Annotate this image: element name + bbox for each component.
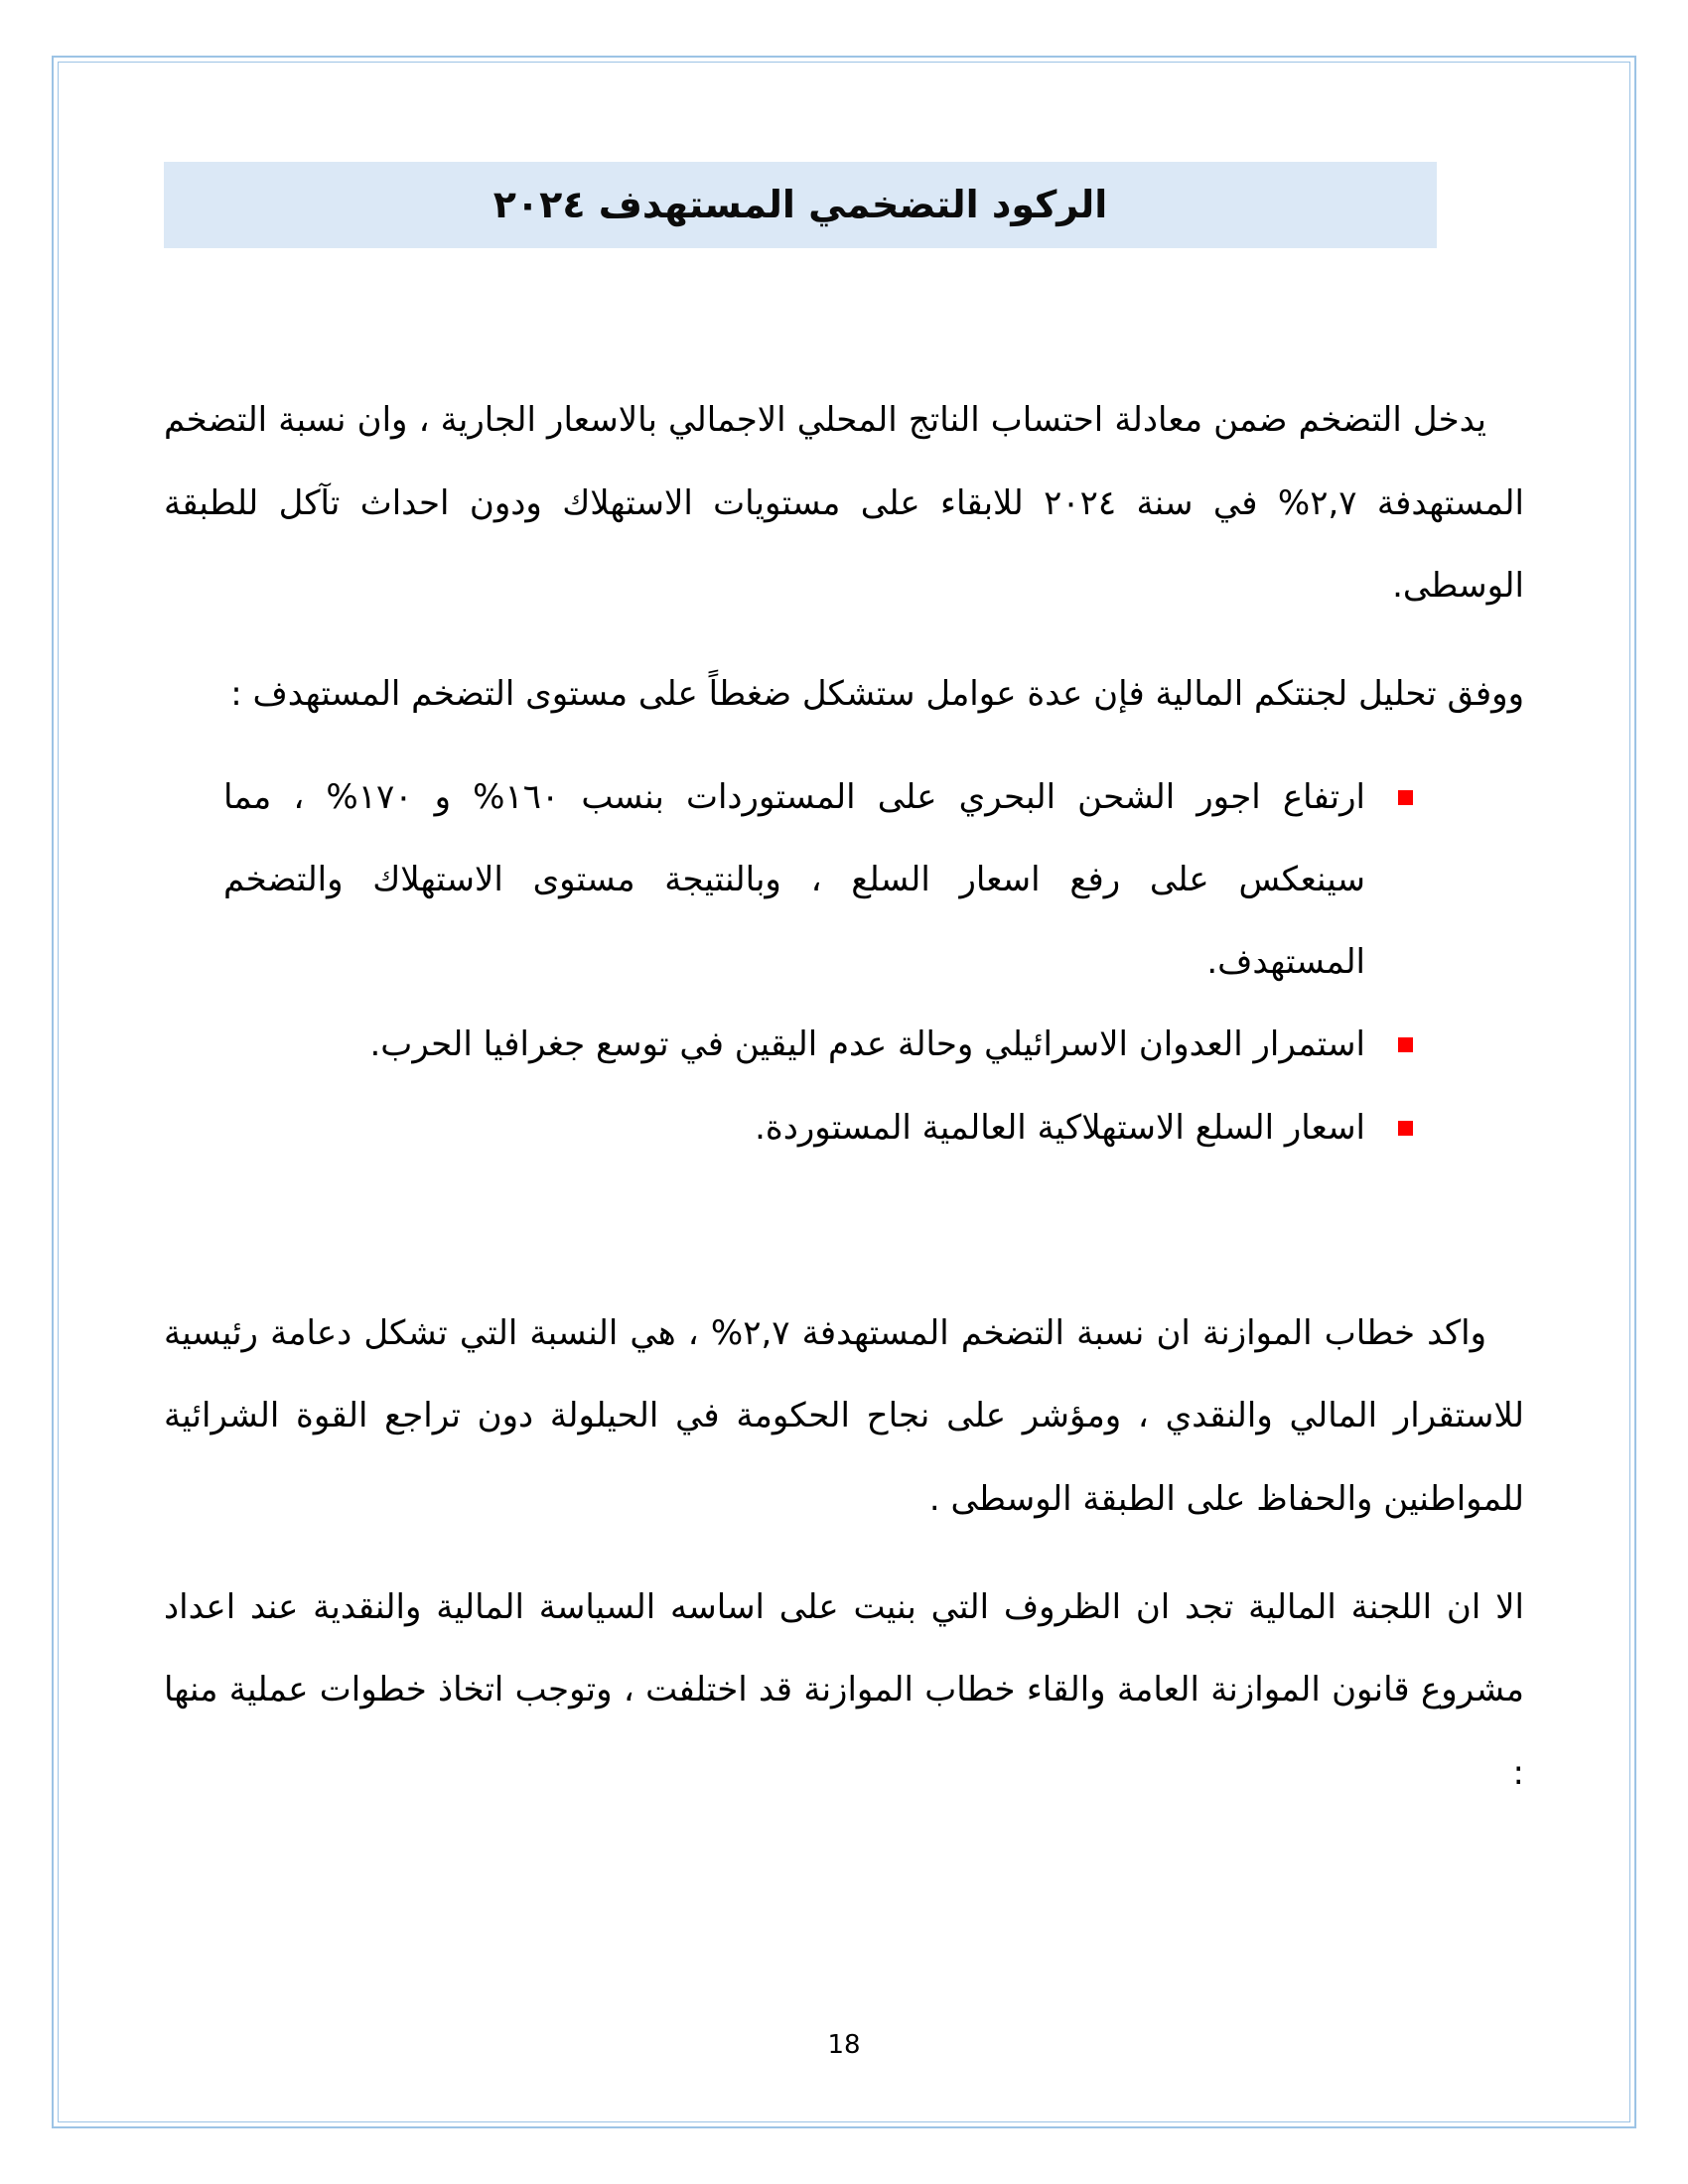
paragraph-changed-conditions: الا ان اللجنة المالية تجد ان الظروف التي بنيت على اساسه السياسة المالية والنقدية عند اعداد مشروع قانون الموازنة العامة والقاء خطاب الموازنة قد اختلفت ، وتوجب اتخاذ خطوات عملية منها : bbox=[164, 1586, 1524, 1793]
red-square-bullet-icon bbox=[1398, 1121, 1413, 1136]
pressure-factors-list bbox=[223, 756, 1413, 1169]
paragraph-budget-speech: واكد خطاب الموازنة ان نسبة التضخم المستهدفة ٢,٧% ، هي النسبة التي تشكل دعامة رئيسية للاستقرار المالي والنقدي ، ومؤشر على نجاح الحكومة في الحيلولة دون تراجع القوة الشرائية للمواطنين والحفاظ على الطبقة الوسطى . bbox=[164, 1313, 1524, 1519]
paragraph-committee-analysis: ووفق تحليل لجنتكم المالية فإن عدة عوامل ستشكل ضغطاً على مستوى التضخم المستهدف : bbox=[230, 674, 1524, 715]
red-square-bullet-icon bbox=[1398, 1037, 1413, 1052]
page-number: 18 bbox=[827, 2030, 861, 2060]
paragraph-inflation-gdp: يدخل التضخم ضمن معادلة احتساب الناتج المحلي الاجمالي بالاسعار الجارية ، وان نسبة التضخم المستهدفة ٢,٧% في سنة ٢٠٢٤ للابقاء على مستويات الاستهلاك ودون احداث تآكل للطبقة الوسطى. bbox=[164, 400, 1524, 606]
list-item-text: ارتفاع اجور الشحن البحري على المستوردات بنسب ١٦٠% و ١٧٠% ، مما سينعكس على رفع اسعار السلع ، وبالنتيجة مستوى الاستهلاك والتضخم المستهدف. bbox=[223, 776, 1365, 983]
section-title-box bbox=[164, 162, 1437, 248]
list-item bbox=[223, 1087, 1413, 1169]
list-item-text: استمرار العدوان الاسرائيلي وحالة عدم اليقين في توسع جغرافيا الحرب. bbox=[369, 1024, 1365, 1065]
section-title: الركود التضخمي المستهدف ٢٠٢٤ bbox=[492, 183, 1108, 226]
red-square-bullet-icon bbox=[1398, 790, 1413, 805]
page-border-outer bbox=[52, 56, 1636, 2128]
page-content bbox=[59, 63, 1629, 2121]
page-border-inner bbox=[58, 62, 1630, 2122]
list-item bbox=[223, 1004, 1413, 1086]
list-item-text: اسعار السلع الاستهلاكية العالمية المستوردة. bbox=[755, 1107, 1365, 1148]
list-item bbox=[223, 756, 1413, 1005]
